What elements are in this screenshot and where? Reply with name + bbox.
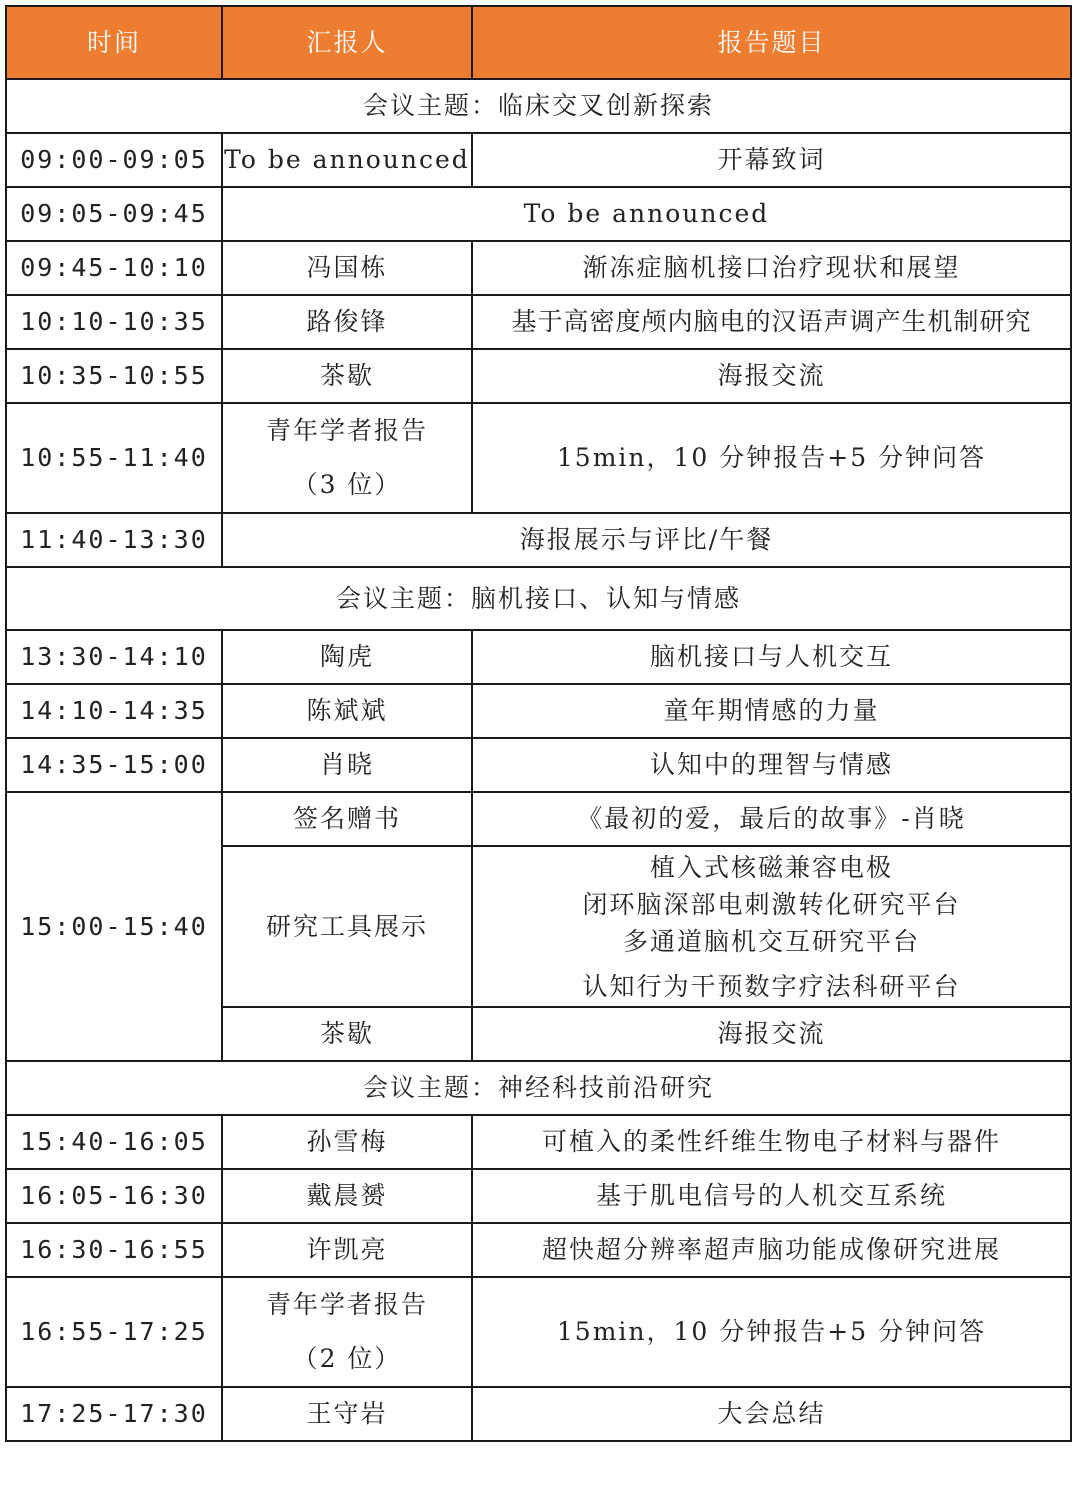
speaker-cell: 陶虎 (222, 630, 472, 684)
speaker-cell (222, 1277, 472, 1387)
title-cell: 15min，10 分钟报告+5 分钟问答 (472, 403, 1071, 513)
time-cell: 15:00-15:40 (6, 792, 222, 1061)
schedule-table (5, 5, 1072, 1442)
title-cell: 脑机接口与人机交互 (472, 630, 1071, 684)
table-row (6, 513, 1071, 567)
tool-item: 植入式核磁兼容电极 (649, 852, 893, 882)
time-cell: 13:30-14:10 (6, 630, 222, 684)
speaker-cell: 茶歇 (222, 1007, 472, 1061)
speaker-cell: To be announced (222, 133, 472, 187)
table-row (6, 133, 1071, 187)
title-cell: 超快超分辨率超声脑功能成像研究进展 (472, 1223, 1071, 1277)
title-cell: 《最初的爱，最后的故事》-肖晓 (472, 792, 1071, 846)
speaker-cell: 路俊锋 (222, 295, 472, 349)
header-speaker: 汇报人 (222, 6, 472, 79)
speaker-cell: 王守岩 (222, 1387, 472, 1441)
title-cell: 基于高密度颅内脑电的汉语声调产生机制研究 (472, 295, 1071, 349)
speaker-cell: 研究工具展示 (222, 846, 472, 1007)
table-row (6, 349, 1071, 403)
table-row (6, 1223, 1071, 1277)
tool-item: 多通道脑机交互研究平台 (622, 926, 920, 956)
header-time: 时间 (6, 6, 222, 79)
title-cell: 渐冻症脑机接口治疗现状和展望 (472, 241, 1071, 295)
speaker-cell (222, 403, 472, 513)
table-row (6, 684, 1071, 738)
speaker-cell: 戴晨赟 (222, 1169, 472, 1223)
time-cell: 10:10-10:35 (6, 295, 222, 349)
time-cell: 14:10-14:35 (6, 684, 222, 738)
title-cell: 童年期情感的力量 (472, 684, 1071, 738)
title-cell: 海报交流 (472, 1007, 1071, 1061)
speaker-cell: 许凯亮 (222, 1223, 472, 1277)
title-cell: 大会总结 (472, 1387, 1071, 1441)
tool-item: 认知行为干预数字疗法科研平台 (582, 971, 961, 1001)
time-cell: 15:40-16:05 (6, 1115, 222, 1169)
title-cell: 基于肌电信号的人机交互系统 (472, 1169, 1071, 1223)
header-title: 报告题目 (472, 6, 1071, 79)
table-row (6, 403, 1071, 513)
title-cell: 海报交流 (472, 349, 1071, 403)
time-cell: 09:00-09:05 (6, 133, 222, 187)
session-row (6, 1061, 1071, 1115)
table-row (6, 738, 1071, 792)
title-cell: 15min，10 分钟报告+5 分钟问答 (472, 1277, 1071, 1387)
tool-item: 闭环脑深部电刺激转化研究平台 (582, 889, 961, 919)
session-label: 会议主题：脑机接口、认知与情感 (6, 567, 1071, 630)
session-label: 会议主题：临床交叉创新探索 (6, 79, 1071, 133)
title-cell: 认知中的理智与情感 (472, 738, 1071, 792)
time-cell: 16:30-16:55 (6, 1223, 222, 1277)
speaker-line: 青年学者报告 (265, 1290, 428, 1319)
merged-cell: 海报展示与评比/午餐 (222, 513, 1071, 567)
table-row (6, 295, 1071, 349)
table-row (6, 1169, 1071, 1223)
title-cell: 开幕致词 (472, 133, 1071, 187)
speaker-cell: 茶歇 (222, 349, 472, 403)
speaker-cell: 冯国栋 (222, 241, 472, 295)
table-row (6, 792, 1071, 846)
table-row (6, 630, 1071, 684)
table-row (6, 187, 1071, 241)
header-row (6, 6, 1071, 79)
title-cell: 可植入的柔性纤维生物电子材料与器件 (472, 1115, 1071, 1169)
speaker-cell: 陈斌斌 (222, 684, 472, 738)
time-cell: 09:05-09:45 (6, 187, 222, 241)
time-cell: 10:35-10:55 (6, 349, 222, 403)
title-cell (472, 846, 1071, 1007)
session-row (6, 567, 1071, 630)
speaker-count: （3 位） (292, 470, 402, 499)
speaker-cell: 肖晓 (222, 738, 472, 792)
time-cell: 10:55-11:40 (6, 403, 222, 513)
time-cell: 09:45-10:10 (6, 241, 222, 295)
speaker-cell: 孙雪梅 (222, 1115, 472, 1169)
time-cell: 14:35-15:00 (6, 738, 222, 792)
table-row (6, 1387, 1071, 1441)
merged-cell: To be announced (222, 187, 1071, 241)
session-row (6, 79, 1071, 133)
speaker-cell: 签名赠书 (222, 792, 472, 846)
time-cell: 17:25-17:30 (6, 1387, 222, 1441)
table-row (6, 1115, 1071, 1169)
time-cell: 16:05-16:30 (6, 1169, 222, 1223)
time-cell: 16:55-17:25 (6, 1277, 222, 1387)
speaker-count: （2 位） (292, 1344, 402, 1373)
session-label: 会议主题：神经科技前沿研究 (6, 1061, 1071, 1115)
table-row (6, 1277, 1071, 1387)
table-row (6, 241, 1071, 295)
speaker-line: 青年学者报告 (265, 416, 428, 445)
time-cell: 11:40-13:30 (6, 513, 222, 567)
